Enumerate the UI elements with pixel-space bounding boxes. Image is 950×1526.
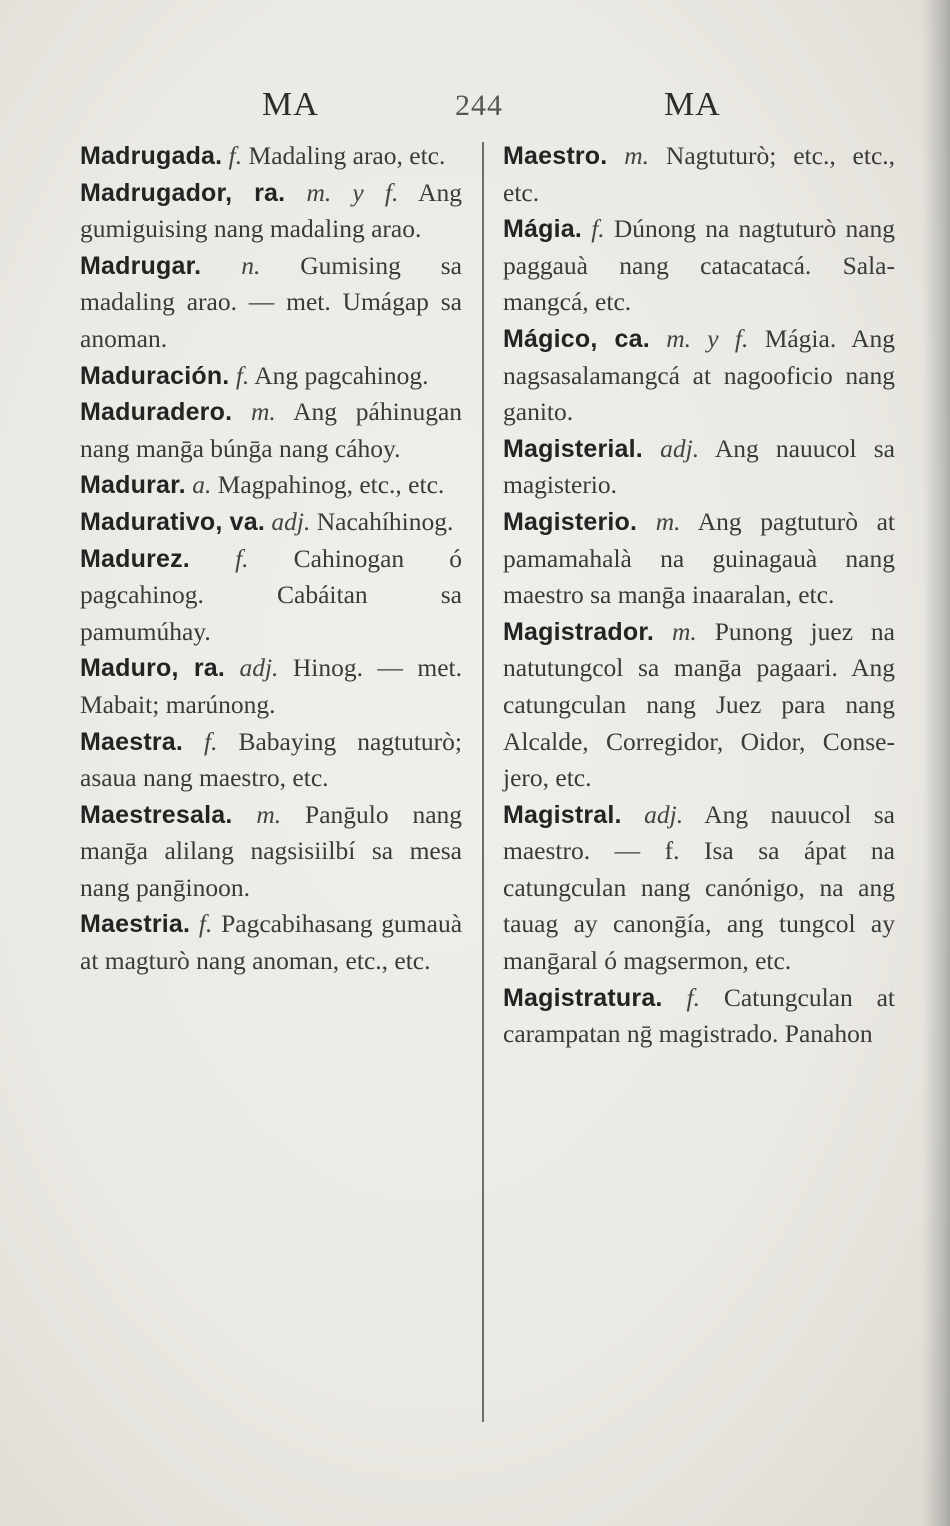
entry-grammar-label: f. bbox=[198, 909, 213, 939]
entry-headword: Madurez. bbox=[80, 544, 190, 573]
entry-definition: Nacahíhinog. bbox=[316, 506, 454, 536]
entry-grammar-label: adj. bbox=[644, 799, 684, 829]
entry-headword: Maduración. bbox=[80, 361, 230, 390]
entry-grammar-label: f. bbox=[235, 360, 250, 390]
entry-grammar-label: adj. bbox=[271, 506, 311, 536]
entry-grammar-label: m. y f. bbox=[666, 323, 749, 353]
entry-headword: Madrugador, ra. bbox=[80, 178, 286, 207]
dictionary-entry bbox=[503, 797, 895, 980]
entry-grammar-label: f. bbox=[686, 982, 700, 1012]
entry-headword: Magisterial. bbox=[503, 434, 643, 463]
dictionary-entry bbox=[80, 248, 462, 358]
entry-definition: Dúnong na nagtuturò nang paggauà nang catacatacá. Salamangcá, etc. bbox=[503, 214, 896, 317]
entry-grammar-label: adj. bbox=[239, 653, 279, 683]
dictionary-entry bbox=[503, 980, 895, 1053]
entry-definition: Ang gumiguising nang madaling arao. bbox=[80, 177, 463, 244]
entry-definition: Ang pagtuturò at pamamahalà na guinagauà nang maestro sa manḡa inaaralan, etc. bbox=[503, 506, 895, 610]
running-head-left: MA bbox=[262, 86, 319, 123]
entry-definition: Nagtuturò; etc., etc., etc. bbox=[503, 141, 896, 207]
dictionary-entry bbox=[503, 211, 895, 321]
entry-headword: Madrugar. bbox=[80, 251, 202, 280]
entry-grammar-label: adj. bbox=[660, 433, 700, 463]
entry-grammar-label: f. bbox=[204, 726, 218, 756]
dictionary-entry bbox=[503, 321, 895, 431]
entry-grammar-label: m. bbox=[250, 397, 276, 427]
entry-definition: Madaling arao, etc. bbox=[248, 141, 446, 170]
entry-definition: Catungculan at carampatan nḡ magistrado. Panahon bbox=[503, 982, 896, 1049]
entry-grammar-label: m. bbox=[624, 141, 650, 170]
entry-definition: Mágia. Ang nagsasalamangcá at nagooficio nang ganito. bbox=[503, 323, 896, 427]
entry-headword: Madurativo, va. bbox=[80, 507, 265, 536]
dictionary-entry bbox=[80, 467, 462, 504]
column-divider bbox=[482, 142, 484, 1422]
entry-grammar-label: f. bbox=[228, 141, 243, 170]
entry-definition: Ang nauucol sa maestro. — f. Isa sa ápat na catungculan nang canónigo, na ang tauag ay canonḡía, ang tungcol ay manḡaral ó magsermon, etc. bbox=[503, 799, 896, 976]
dictionary-entry bbox=[80, 358, 462, 395]
entry-definition: Ang páhinugan nang manḡa búnḡa nang cáhoy. bbox=[80, 397, 463, 463]
entry-definition: Ang pagcahinog. bbox=[254, 360, 429, 390]
page-edge-shadow bbox=[922, 0, 950, 1526]
entry-definition: Ang nauucol sa magisterio. bbox=[503, 433, 896, 500]
entry-grammar-label: n. bbox=[241, 250, 261, 280]
entry-definition: Hinog. — met. Mabait; marúnong. bbox=[80, 653, 463, 719]
entry-headword: Maestro. bbox=[503, 142, 608, 170]
entry-definition: Magpahinog, etc., etc. bbox=[217, 470, 445, 500]
dictionary-entry bbox=[503, 614, 895, 797]
entry-headword: Magisterio. bbox=[503, 507, 638, 536]
entry-headword: Magistral. bbox=[503, 800, 622, 829]
dictionary-entry bbox=[80, 650, 462, 723]
entry-headword: Maestresala. bbox=[80, 800, 233, 829]
entry-headword: Mágia. bbox=[503, 215, 582, 244]
page-number: 244 bbox=[455, 89, 503, 122]
entry-headword: Magistrador. bbox=[503, 617, 655, 646]
dictionary-entry bbox=[503, 504, 895, 614]
entry-definition: Punong juez na natutungcol sa manḡa pagaari. Ang catungculan nang Juez para nang Alcalde, Corregidor, Oidor, Consejero, etc. bbox=[503, 616, 895, 793]
dictionary-entry bbox=[80, 394, 462, 467]
entry-grammar-label: f. bbox=[235, 543, 249, 573]
entry-headword: Mágico, ca. bbox=[503, 324, 650, 353]
entry-definition: Babaying nagtuturò; asaua nang maestro, etc. bbox=[80, 726, 463, 793]
entry-headword: Madrugada. bbox=[80, 142, 223, 170]
entry-headword: Magistratura. bbox=[503, 983, 663, 1012]
running-head-right: MA bbox=[664, 86, 721, 123]
entry-grammar-label: f. bbox=[591, 214, 605, 244]
dictionary-entry bbox=[80, 797, 462, 907]
entry-grammar-label: m. bbox=[256, 799, 282, 829]
entry-headword: Madurar. bbox=[80, 471, 186, 500]
dictionary-entry bbox=[80, 504, 462, 541]
dictionary-entry bbox=[80, 724, 462, 797]
entry-grammar-label: m. bbox=[655, 506, 681, 536]
dictionary-entry bbox=[80, 906, 462, 979]
dictionary-entry bbox=[503, 138, 895, 211]
entry-headword: Maduradero. bbox=[80, 398, 233, 427]
dictionary-entry bbox=[503, 431, 895, 504]
entry-headword: Maestra. bbox=[80, 727, 184, 756]
dictionary-entry bbox=[80, 138, 462, 175]
entry-grammar-label: m. y f. bbox=[306, 177, 399, 207]
entry-definition: Gumising sa madaling arao. — met. Umágap sa anoman. bbox=[80, 250, 463, 353]
entry-definition: Panḡulo nang manḡa alilang nagsisiilbí sa mesa nang panḡinoon. bbox=[80, 799, 463, 902]
entry-headword: Maduro, ra. bbox=[80, 654, 226, 683]
entry-headword: Maestria. bbox=[80, 910, 191, 939]
left-column bbox=[80, 138, 462, 980]
entry-definition: Pagcabihasang gumauà at magturò nang anoman, etc., etc. bbox=[80, 909, 463, 976]
dictionary-entry bbox=[80, 175, 462, 248]
dictionary-entry bbox=[80, 541, 462, 651]
entry-grammar-label: a. bbox=[192, 470, 212, 500]
entry-grammar-label: m. bbox=[671, 616, 697, 646]
entry-definition: Cahinogan ó pagcahinog. Cabáitan sa pamumúhay. bbox=[80, 543, 463, 646]
right-column bbox=[503, 138, 895, 1053]
